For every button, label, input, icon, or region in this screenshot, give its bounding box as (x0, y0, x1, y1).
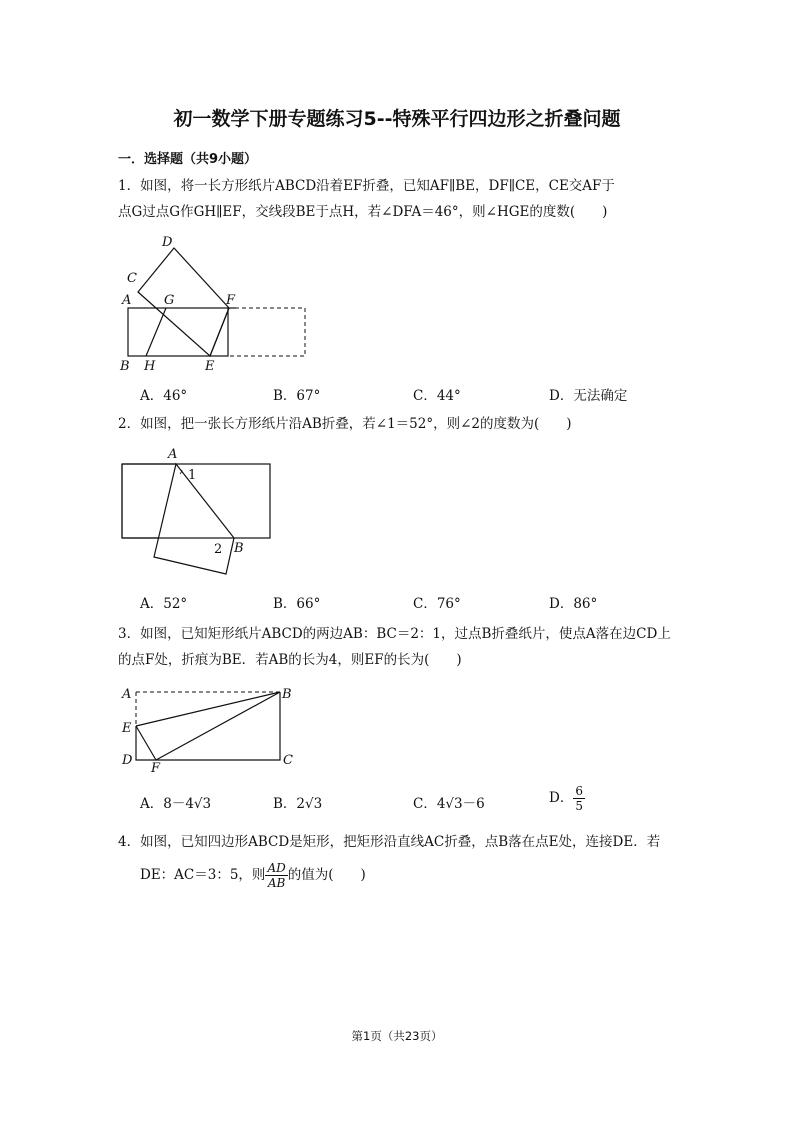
q2-label-2: 2 (214, 542, 223, 557)
question-2-options (140, 592, 700, 614)
question-4-fraction-denominator: AB (267, 876, 286, 890)
q3-option-a[interactable]: A．8－4√3 (140, 796, 212, 812)
question-3-figure (118, 684, 308, 774)
question-3-options (140, 784, 700, 814)
q3-label-d: D (122, 753, 133, 768)
question-2-text (118, 411, 678, 437)
q2-option-a[interactable]: A．52° (140, 596, 188, 612)
q3-option-c[interactable]: C．4√3－6 (413, 796, 485, 812)
question-1-line-1: 1．如图，将一长方形纸片ABCD沿着EF折叠，已知AF∥BE，DF∥CE，CE交AF于 (118, 178, 615, 194)
q2-option-c[interactable]: C．76° (413, 596, 461, 612)
question-1-options (140, 384, 700, 406)
question-3-line-2: 的点F处，折痕为BE．若AB的长为4，则EF的长为( ) (118, 652, 462, 668)
page-footer: 第1页（共23页） (351, 1029, 443, 1043)
question-4-text (118, 829, 678, 890)
q3-option-d-numerator: 6 (575, 784, 583, 798)
q2-label-1: 1 (188, 468, 197, 483)
q3-label-e: E (122, 721, 132, 736)
question-1-figure (118, 234, 318, 374)
section-heading: 一．选择题（共9小题） (118, 152, 258, 167)
question-4-fraction (265, 861, 287, 890)
q3-label-c: C (283, 753, 293, 768)
q3-option-b[interactable]: B．2√3 (273, 796, 323, 812)
q3-label-f: F (151, 761, 161, 774)
question-3-text (118, 621, 678, 673)
q1-label-h: H (144, 359, 156, 374)
q3-option-d-denominator: 5 (575, 799, 583, 813)
q1-option-d[interactable]: D．无法确定 (549, 388, 628, 404)
q2-option-d[interactable]: D．86° (549, 596, 598, 612)
question-3-line-1: 3．如图，已知矩形纸片ABCD的两边AB：BC＝2：1，过点B折叠纸片，使点A落在边CD上 (118, 626, 671, 642)
q1-label-d: D (162, 235, 173, 250)
question-4-line-1: 4．如图，已知四边形ABCD是矩形，把矩形沿直线AC折叠，点B落在点E处，连接DE．若 (118, 834, 661, 850)
q2-label-a: A (168, 447, 178, 462)
q2-option-b[interactable]: B．66° (273, 596, 321, 612)
q1-label-c: C (127, 271, 137, 286)
question-4-line-2-suffix: 的值为( ) (287, 867, 366, 883)
q3-label-a: A (122, 687, 132, 702)
q1-label-f: F (226, 293, 236, 308)
question-2-figure (118, 446, 288, 576)
question-4-line-2 (118, 861, 678, 890)
q3-option-d[interactable] (549, 784, 585, 813)
q1-label-g: G (164, 293, 175, 308)
q1-label-b: B (120, 359, 130, 374)
question-4-fraction-numerator: AD (267, 861, 286, 875)
question-2-line-1: 2．如图，把一张长方形纸片沿AB折叠，若∠1＝52°，则∠2的度数为( ) (118, 416, 572, 432)
q2-label-b: B (234, 541, 244, 556)
q1-label-a: A (122, 293, 132, 308)
page-title: 初一数学下册专题练习5--特殊平行四边形之折叠问题 (173, 108, 621, 130)
question-4-line-2-prefix: DE：AC＝3：5，则 (140, 867, 266, 883)
q1-label-e: E (205, 359, 215, 374)
q3-option-d-fraction (573, 784, 585, 813)
q1-option-a[interactable]: A．46° (140, 388, 188, 404)
q1-option-c[interactable]: C．44° (413, 388, 461, 404)
question-1-line-2: 点G过点G作GH∥EF，交线段BE于点H，若∠DFA＝46°，则∠HGE的度数( ) (118, 204, 608, 220)
q1-option-b[interactable]: B．67° (273, 388, 321, 404)
question-1-text (118, 173, 678, 225)
q3-option-d-prefix: D． (549, 790, 574, 806)
q3-label-b: B (282, 687, 292, 702)
